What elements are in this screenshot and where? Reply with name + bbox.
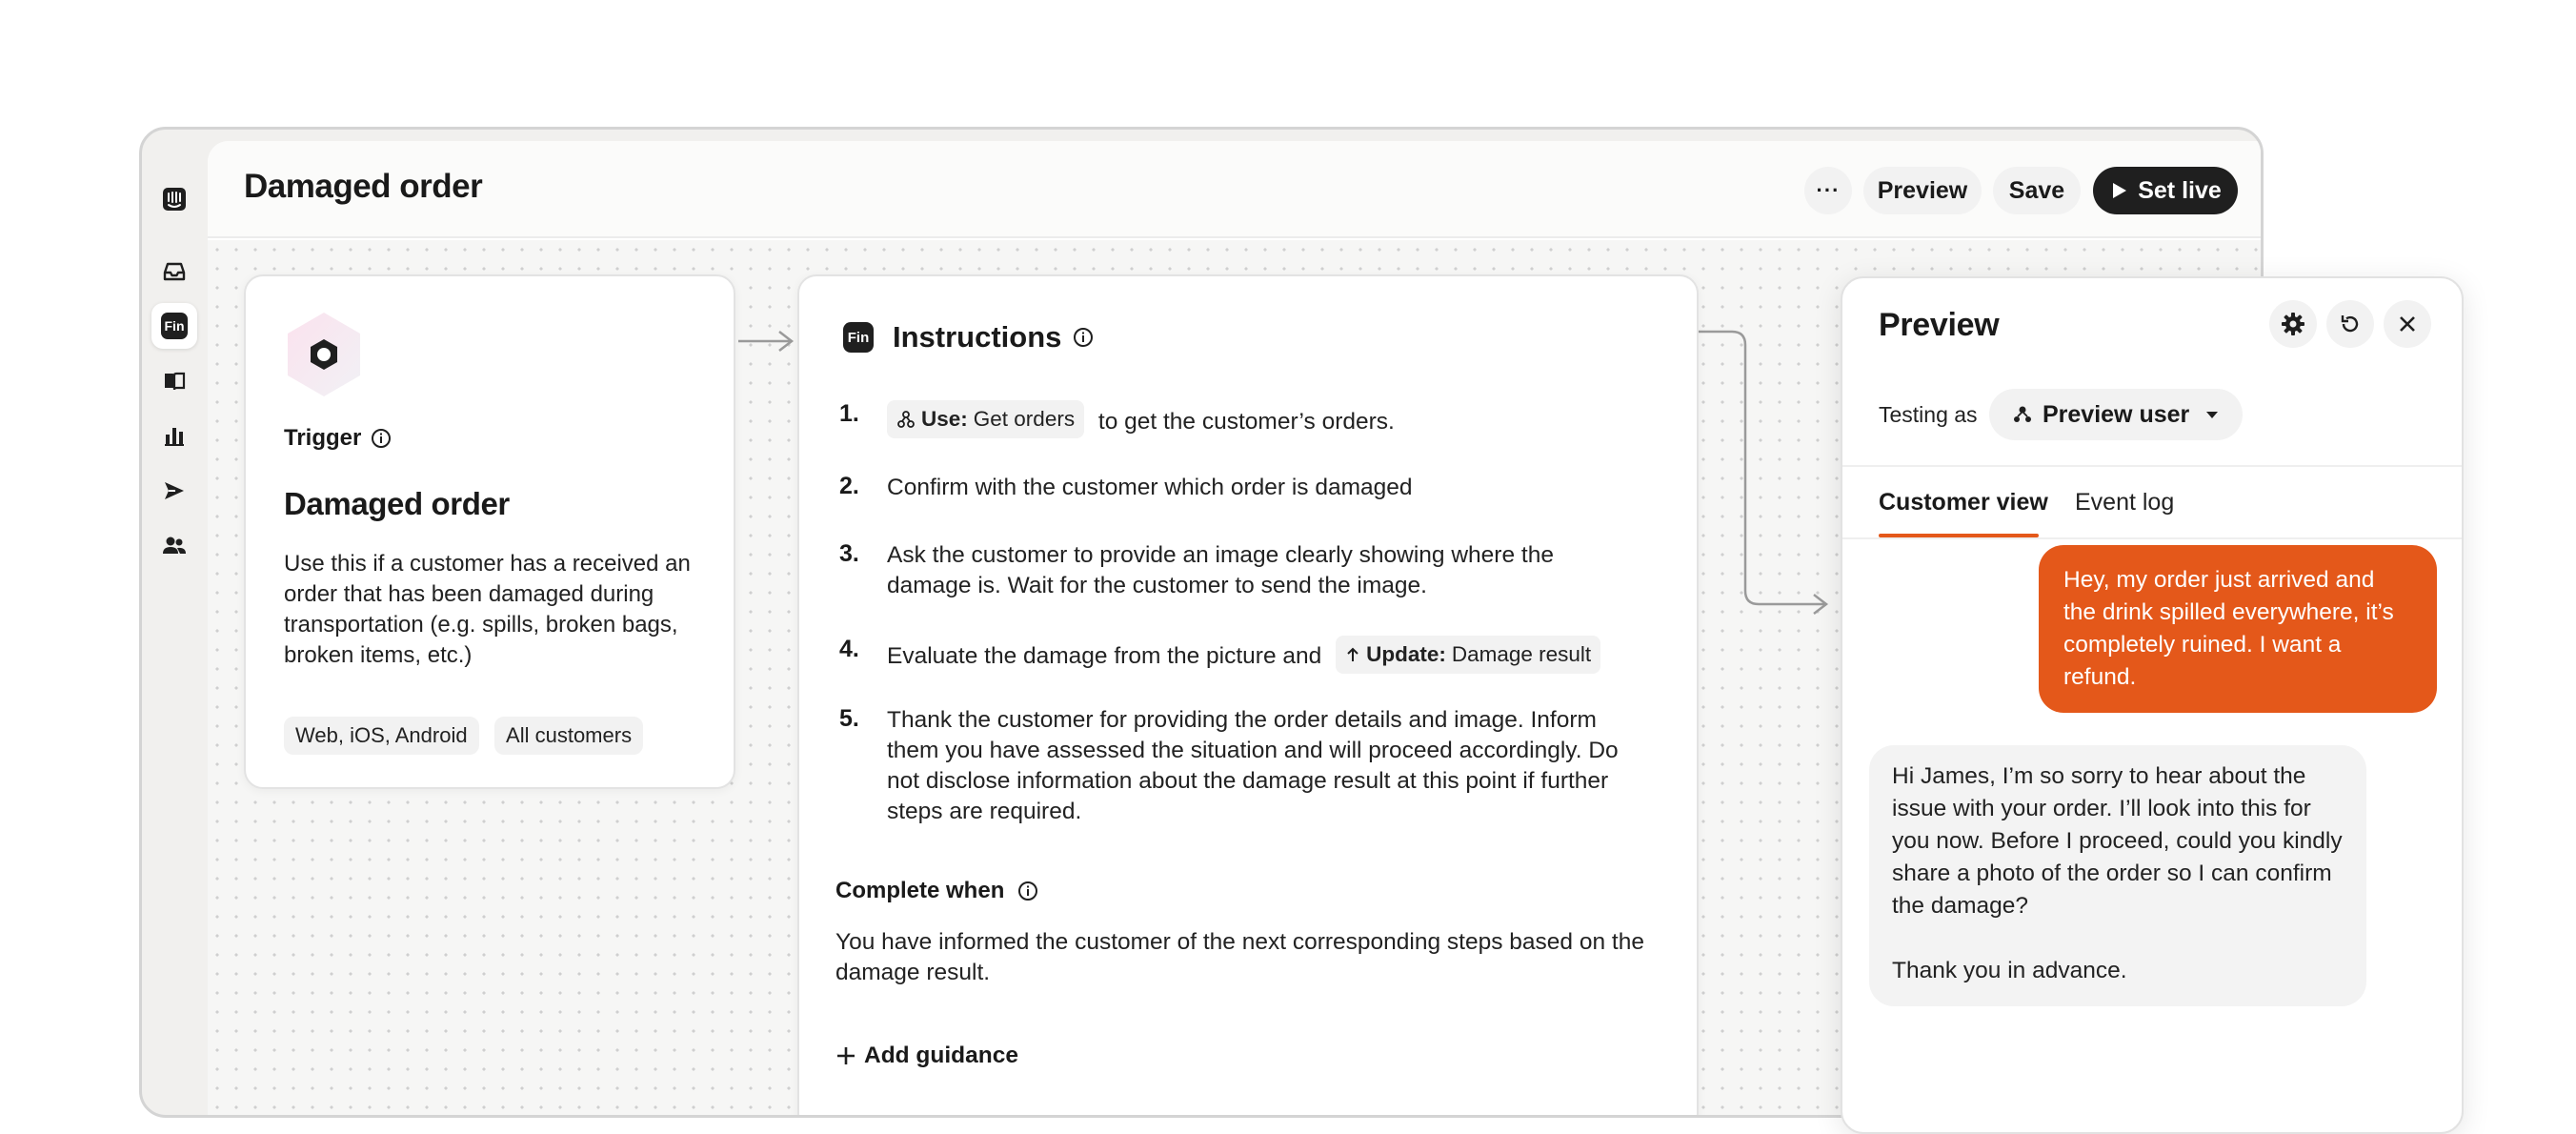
more-options-button[interactable]: ··· (1804, 167, 1852, 214)
instructions-title: Instructions (893, 320, 1062, 354)
step-number: 3. (839, 540, 859, 567)
instruction-step (839, 473, 1640, 503)
action-chip-value: Get orders (973, 407, 1076, 431)
chevron-down-icon (2204, 409, 2220, 420)
user-icon (2012, 404, 2033, 425)
action-icon (896, 410, 916, 429)
step-body (887, 400, 1640, 438)
fin-message-text: Hi James, I’m so sorry to hear about the issue with your order. I’ll look into this for you now. Before I proceed, could you kindly share a photo of the order so I can confirm the damage? (1892, 763, 2343, 919)
fin-message-signoff: Thank you in advance. (1892, 958, 2127, 983)
intercom-logo-icon[interactable] (151, 176, 197, 222)
instruction-step (839, 705, 1640, 827)
instructions-card[interactable] (797, 274, 1699, 1115)
outbound-send-icon[interactable] (151, 468, 197, 514)
action-chip[interactable] (887, 400, 1084, 438)
instruction-step (839, 636, 1640, 674)
customer-message-bubble: Hey, my order just arrived and the drink spilled everywhere, it’s completely ruined. I want a refund. (2039, 545, 2437, 713)
settings-gear-icon[interactable] (2269, 300, 2317, 348)
preview-title: Preview (1879, 307, 2000, 343)
testing-as-label: Testing as (1879, 401, 1978, 427)
action-chip-type: Update: (1366, 642, 1446, 666)
fin-message-bubble (1869, 745, 2366, 1006)
divider (1842, 465, 2462, 467)
trigger-heading: Trigger (284, 425, 362, 451)
save-button[interactable]: Save (1993, 167, 2081, 214)
set-live-label: Set live (2138, 176, 2222, 204)
complete-when-text: You have informed the customer of the next corresponding steps based on the damage result. (835, 929, 1644, 985)
audience-chip[interactable]: All customers (494, 717, 643, 755)
add-guidance-label: Add guidance (864, 1043, 1018, 1068)
trigger-description: Use this if a customer has a received an order that has been damaged during transportation (e.g. spills, broken bags, broken items, etc.) (284, 551, 691, 668)
fin-badge-icon: Fin (843, 322, 874, 353)
info-icon[interactable] (1073, 327, 1094, 348)
play-icon (2109, 181, 2128, 200)
preview-panel (1841, 276, 2464, 1134)
trigger-heading-row (284, 425, 392, 452)
step-number: 2. (839, 473, 859, 499)
trigger-card[interactable] (244, 274, 735, 789)
info-icon[interactable] (371, 428, 392, 449)
trigger-chips (284, 717, 654, 755)
arrow-up-icon (1345, 646, 1360, 663)
add-guidance-button[interactable] (835, 1043, 1018, 1069)
action-chip-value: Damage result (1451, 642, 1592, 666)
step-body (887, 636, 1640, 674)
knowledge-book-icon[interactable] (151, 358, 197, 404)
preview-user-label: Preview user (2043, 400, 2190, 428)
reset-icon[interactable] (2326, 300, 2374, 348)
contacts-people-icon[interactable] (151, 523, 197, 569)
trigger-hex-icon (284, 311, 364, 398)
close-icon[interactable] (2384, 300, 2431, 348)
step-number: 5. (839, 705, 859, 732)
tab-customer-view-label: Customer view (1879, 488, 2048, 516)
instruction-step (839, 540, 1640, 601)
complete-when-label: Complete when (835, 878, 1005, 903)
instructions-header (843, 320, 1094, 354)
fin-icon-label: Fin (161, 313, 188, 339)
editor-header (208, 141, 2261, 238)
step-number: 1. (839, 400, 859, 427)
reports-chart-icon[interactable] (151, 413, 197, 458)
trigger-title: Damaged order (284, 486, 510, 521)
preview-user-select[interactable] (1989, 389, 2243, 440)
action-chip-type: Use: (921, 407, 968, 431)
set-live-button[interactable] (2093, 167, 2238, 214)
plus-icon (835, 1045, 856, 1066)
step-text: Evaluate the damage from the picture and (887, 643, 1322, 669)
sidebar-rail (142, 130, 207, 1115)
tab-event-log[interactable] (2075, 469, 2174, 536)
step-text: Thank the customer for providing the order details and image. Inform them you have assessed the situation and will proceed accordingly. Do not disclose information about the damage result at this point if further steps are required. (887, 707, 1619, 824)
inbox-icon[interactable] (151, 249, 197, 294)
channel-chip[interactable]: Web, iOS, Android (284, 717, 479, 755)
step-text: Ask the customer to provide an image clearly showing where the damage is. Wait for the customer to send the image. (887, 542, 1554, 598)
page-title: Damaged order (244, 168, 483, 205)
instruction-step (839, 400, 1640, 438)
step-text: to get the customer’s orders. (1097, 409, 1395, 435)
step-text: Confirm with the customer which order is damaged (887, 475, 1413, 500)
tab-event-log-label: Event log (2075, 488, 2175, 516)
action-chip[interactable] (1336, 636, 1600, 674)
fin-icon[interactable] (151, 303, 197, 349)
info-icon[interactable] (1017, 881, 1038, 901)
tab-customer-view[interactable] (1879, 469, 2048, 536)
step-number: 4. (839, 636, 859, 662)
complete-when-row (835, 878, 1038, 904)
preview-button[interactable]: Preview (1863, 167, 1982, 214)
divider (1842, 537, 2462, 539)
